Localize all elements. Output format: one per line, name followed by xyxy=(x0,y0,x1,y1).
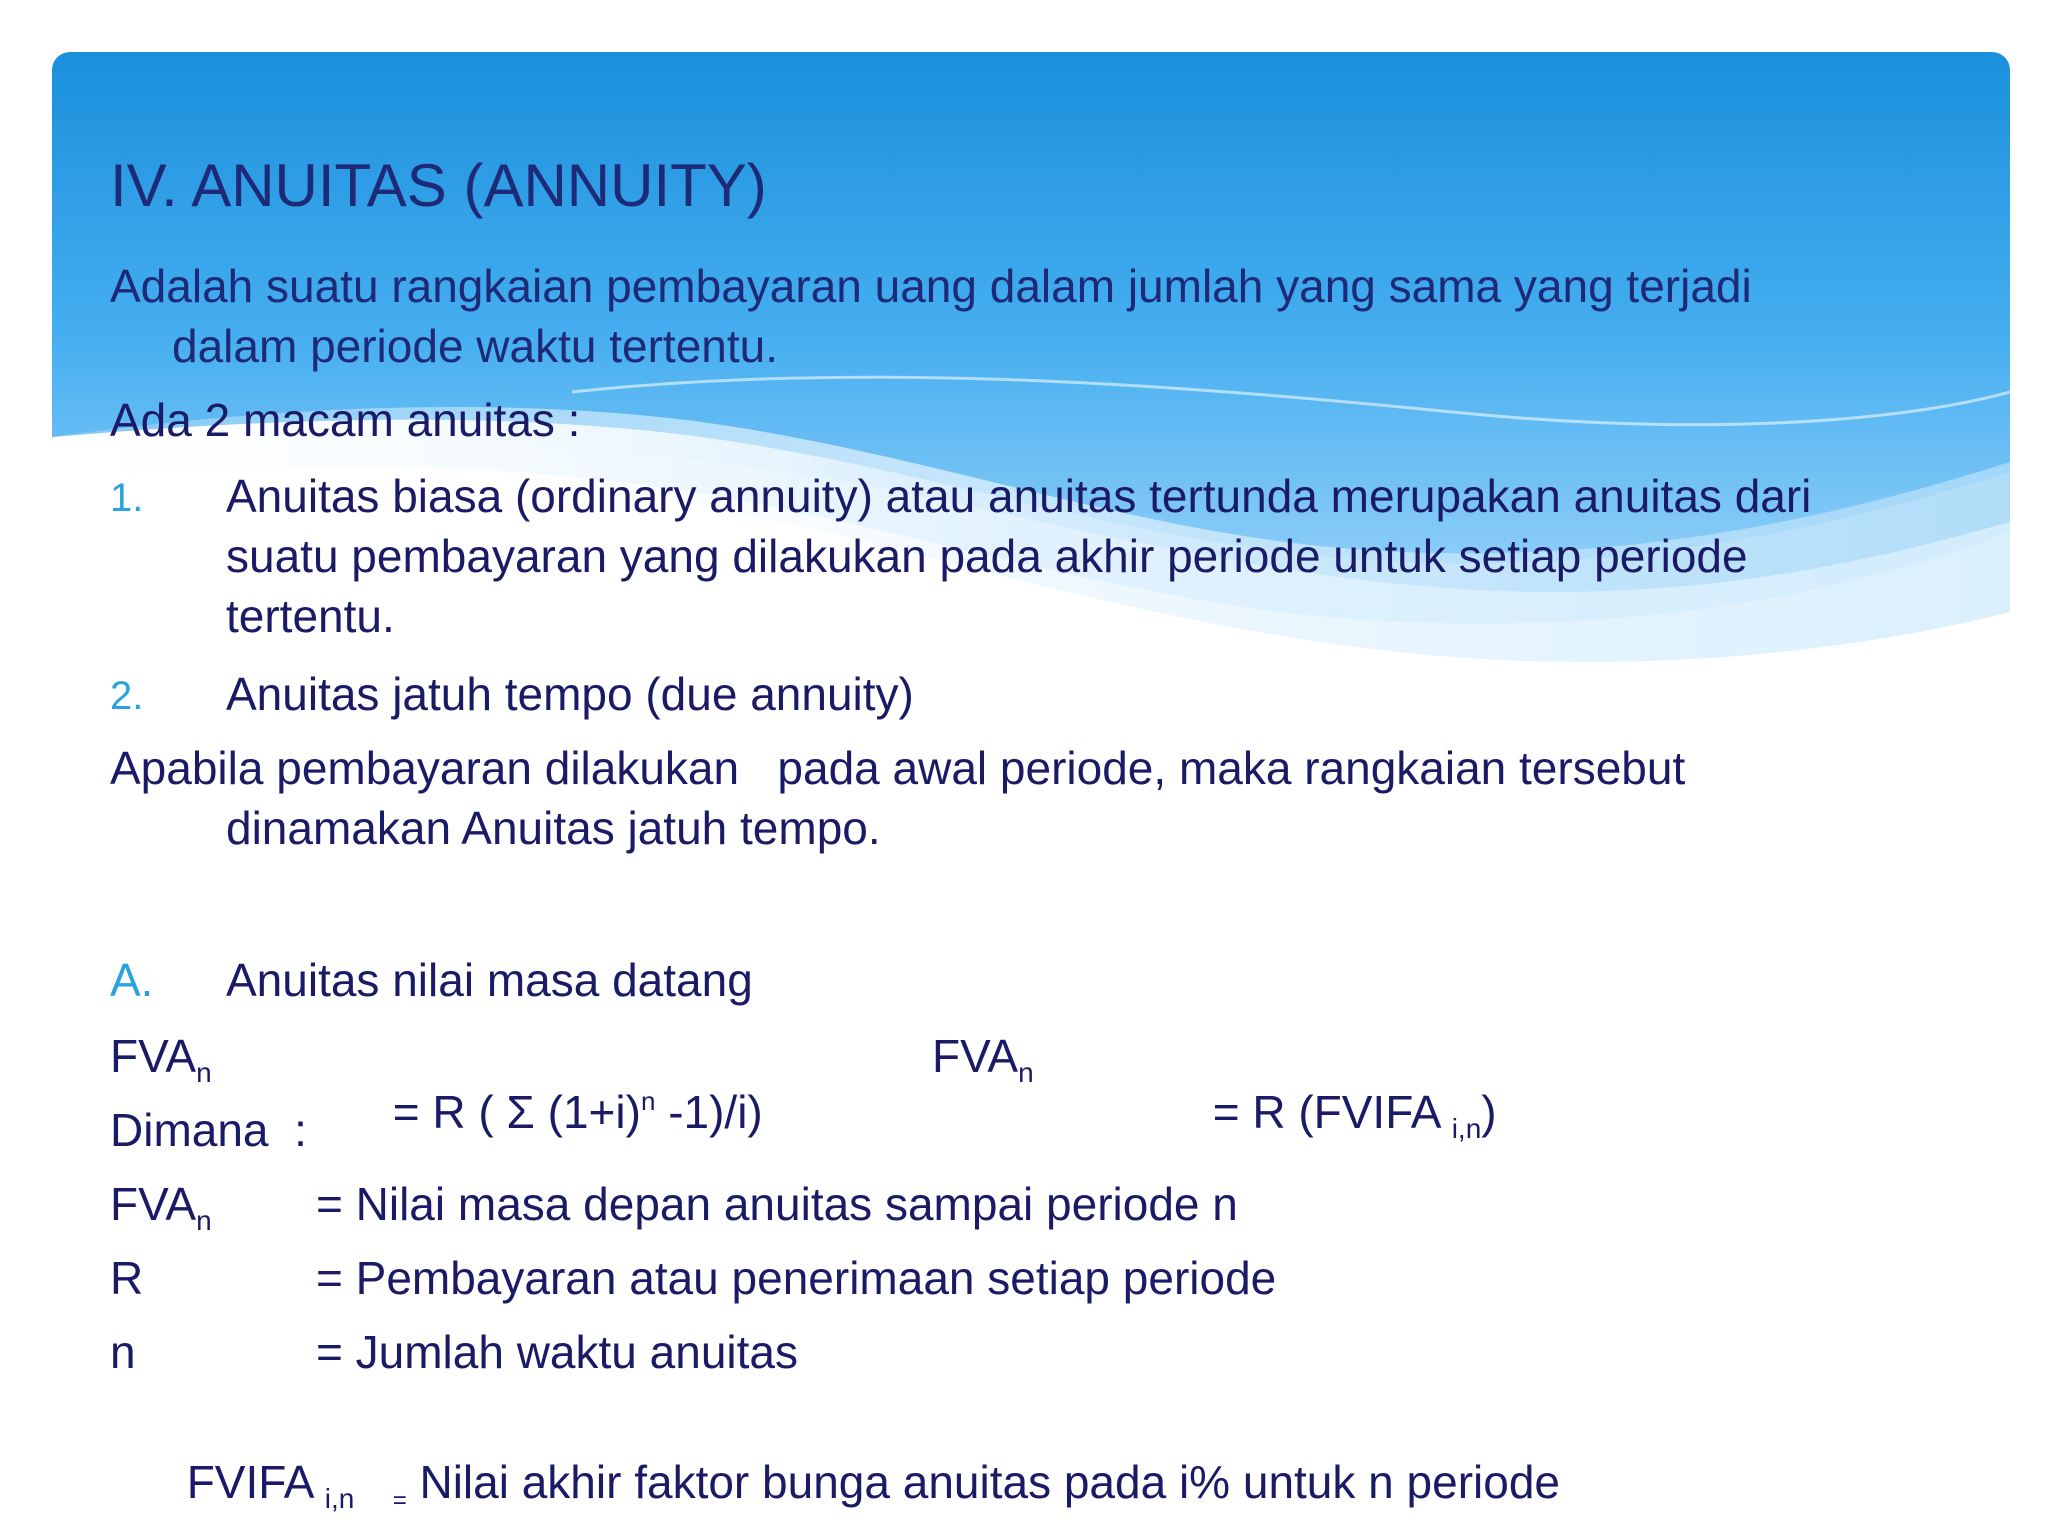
formula-1-rhs-suffix: -1)/i) xyxy=(655,1086,763,1138)
formula-1-rhs-prefix: = R ( Σ (1+i) xyxy=(392,1086,641,1138)
definition-desc-n: = Jumlah waktu anuitas xyxy=(316,1326,798,1378)
slide xyxy=(52,52,2010,1536)
section-a-label: Anuitas nilai masa datang xyxy=(226,954,753,1006)
formula-2-lhs xyxy=(932,1028,1034,1088)
slide-title: IV. ANUITAS (ANNUITY) xyxy=(110,152,767,219)
formula-2-rhs-prefix: = R (FVIFA xyxy=(1212,1086,1452,1138)
types-intro: Ada 2 macam anuitas : xyxy=(110,394,581,446)
formula-1-rhs-sup: n xyxy=(640,1086,656,1116)
definition-line-1: Adalah suatu rangkaian pembayaran uang dalam jumlah yang sama yang terjadi xyxy=(110,260,1752,312)
due-note-line-1: Apabila pembayaran dilakukan pada awal periode, maka rangkaian tersebut xyxy=(110,742,1686,794)
formula-1-lhs xyxy=(110,1028,212,1088)
definition-line-2: dalam periode waktu tertentu. xyxy=(172,320,779,372)
formula-1-lhs-text: FVA xyxy=(110,1030,197,1082)
formula-2-rhs-suffix: ) xyxy=(1481,1086,1497,1138)
definition-term-r: R xyxy=(110,1252,144,1304)
dimana-label: Dimana : xyxy=(110,1104,307,1156)
due-note-line-2: dinamakan Anuitas jatuh tempo. xyxy=(226,802,881,854)
list-item-1-line-3: tertentu. xyxy=(226,590,395,642)
formula-2-lhs-sub: n xyxy=(1018,1057,1034,1088)
fvifa-equals: = xyxy=(392,1487,407,1514)
formula-2-lhs-text: FVA xyxy=(932,1030,1019,1082)
formula-1-lhs-sub: n xyxy=(196,1057,212,1088)
definition-desc-fva: = Nilai masa depan anuitas sampai periode n xyxy=(316,1178,1238,1230)
definition-term-n: n xyxy=(110,1326,136,1378)
definition-desc-fvifa xyxy=(316,1398,1560,1536)
list-item-2-line-1: Anuitas jatuh tempo (due annuity) xyxy=(226,668,914,720)
list-item-1-line-1: Anuitas biasa (ordinary annuity) atau anuitas tertunda merupakan anuitas dari xyxy=(226,470,1812,522)
formula-2-rhs xyxy=(1136,1028,1497,1196)
list-item-1-line-2: suatu pembayaran yang dilakukan pada akhir periode untuk setiap periode xyxy=(226,530,1748,582)
term-fva-sub: n xyxy=(196,1205,212,1236)
formula-1-rhs xyxy=(316,1028,763,1196)
list-marker-2: 2. xyxy=(110,674,144,718)
term-fva-text: FVA xyxy=(110,1178,197,1230)
definition-desc-r: = Pembayaran atau penerimaan setiap periode xyxy=(316,1252,1277,1304)
formula-2-rhs-sub: i,n xyxy=(1451,1113,1482,1144)
term-fvifa-sub: i,n xyxy=(324,1483,355,1514)
list-marker-1: 1. xyxy=(110,476,144,520)
fvifa-desc-text: Nilai akhir faktor bunga anuitas pada i% untuk n periode xyxy=(406,1456,1560,1508)
section-a-marker: A. xyxy=(110,954,154,1006)
definition-term-fva xyxy=(110,1176,212,1236)
term-fvifa-text: FVIFA xyxy=(186,1456,325,1508)
